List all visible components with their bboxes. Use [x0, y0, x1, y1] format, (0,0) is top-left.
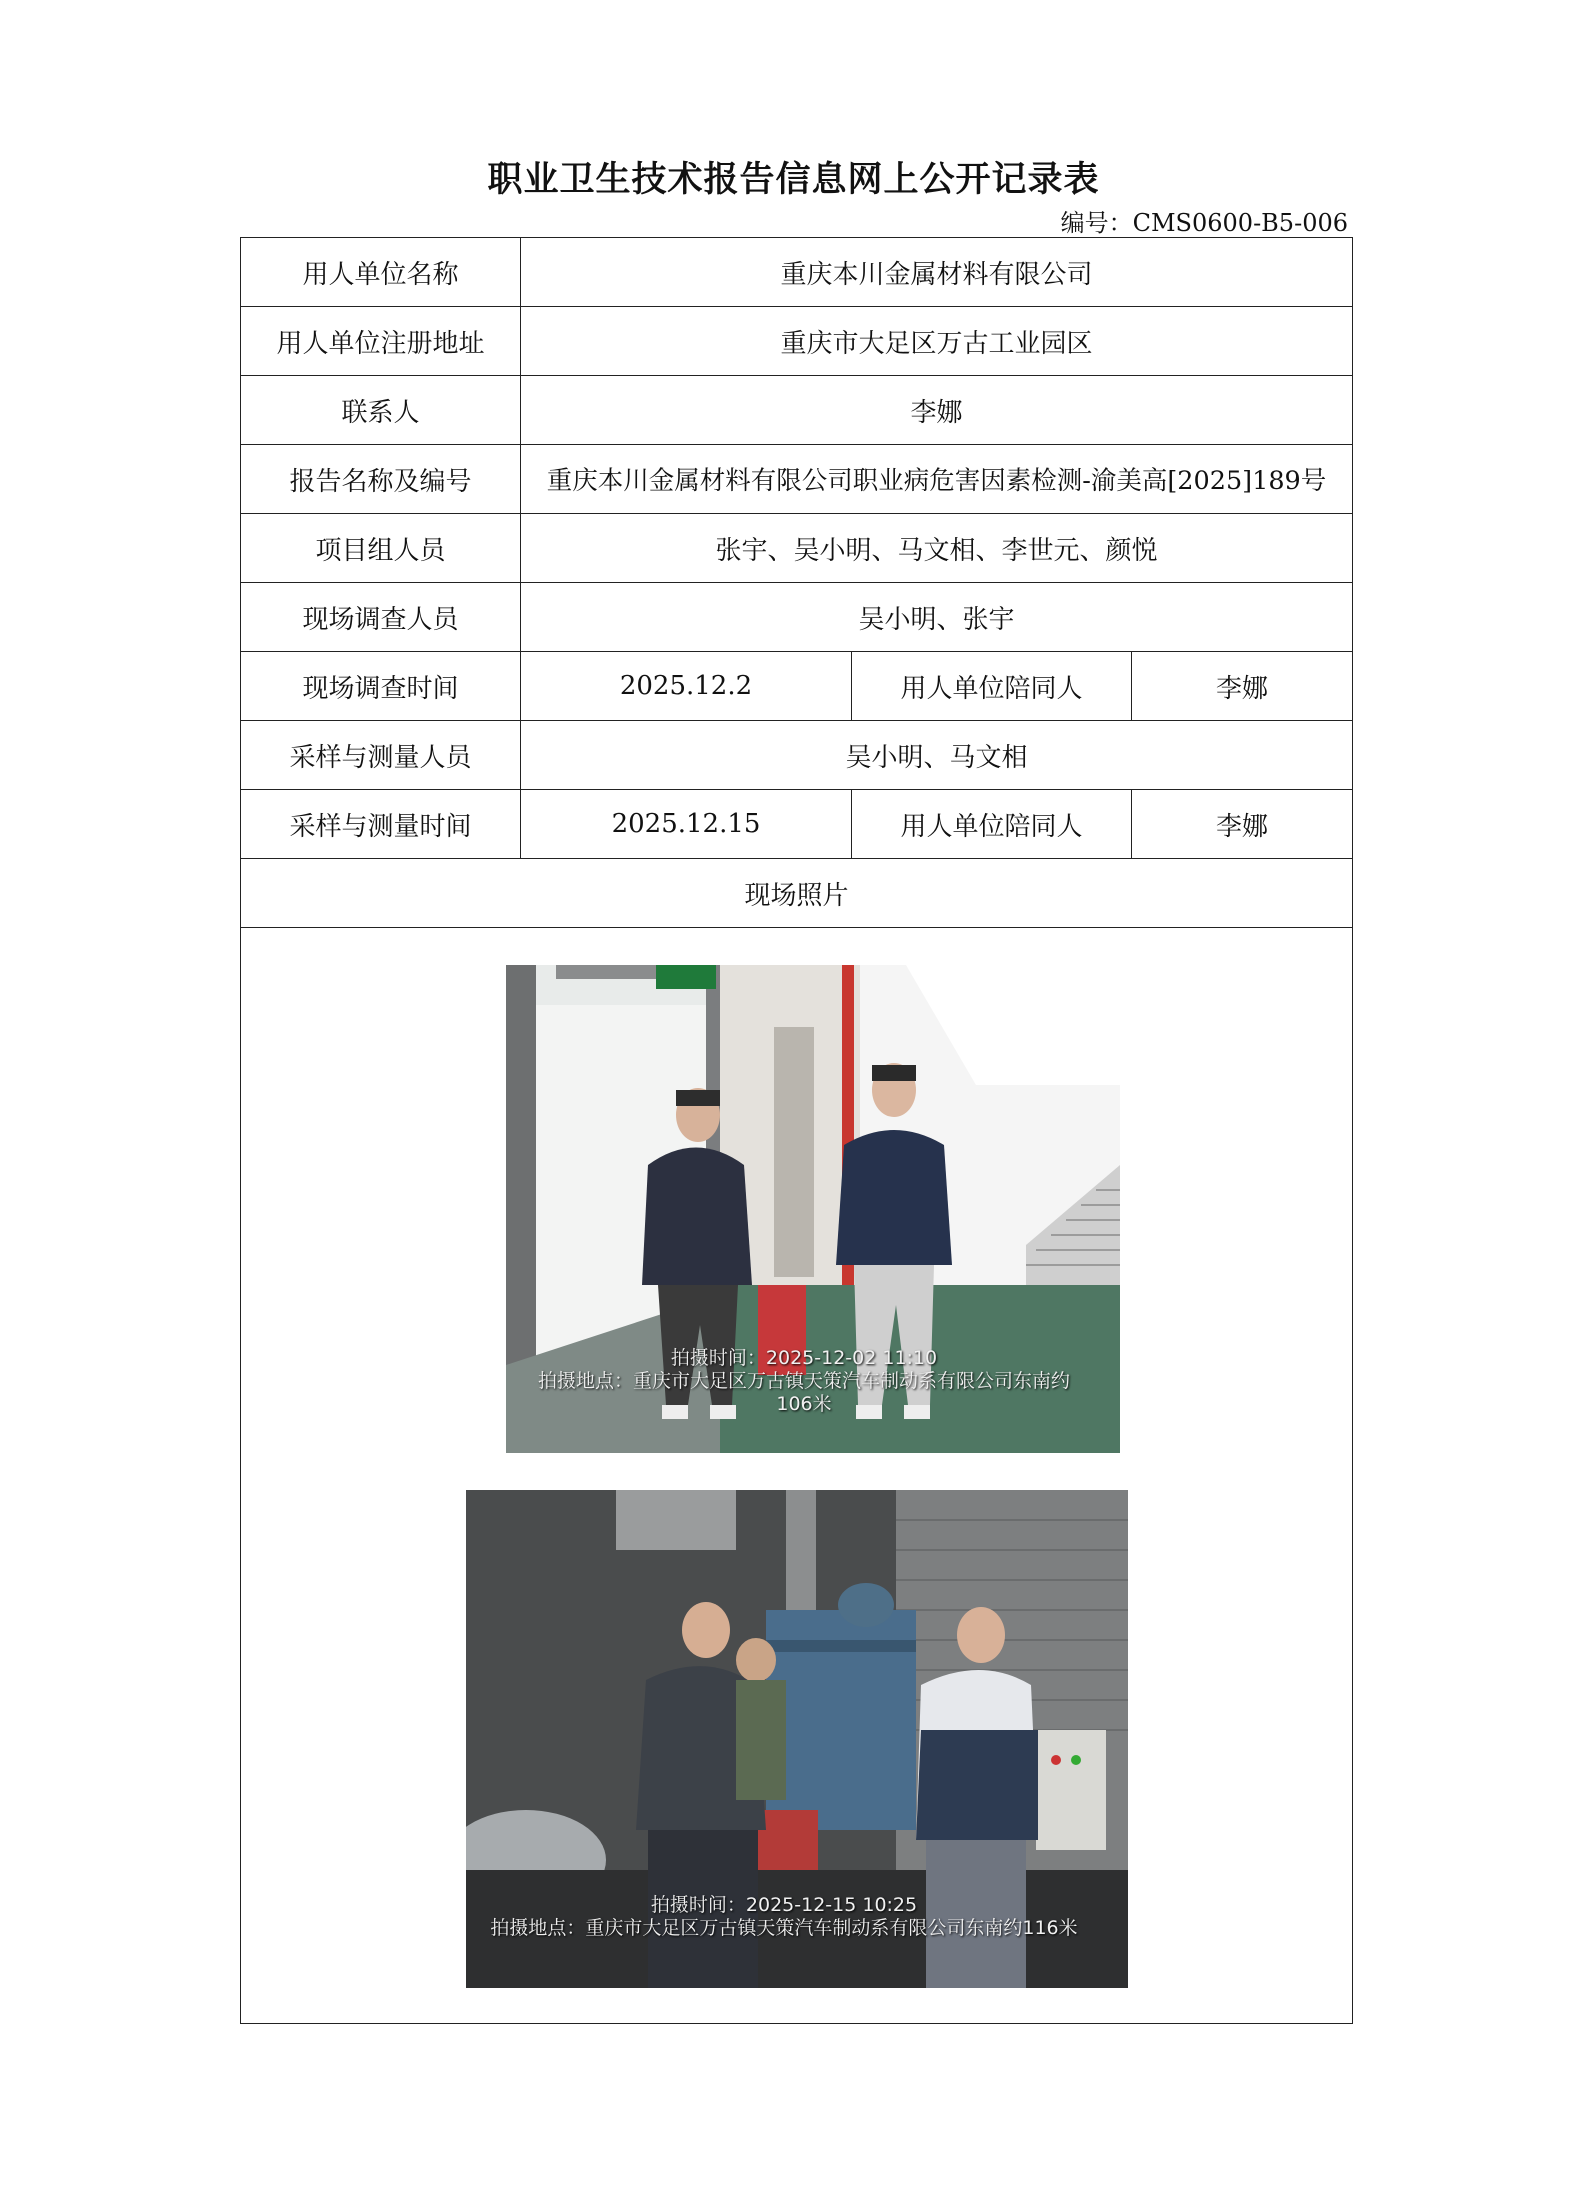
- sampling-escort-value: 李娜: [1132, 790, 1353, 859]
- survey-time-value: 2025.12.2: [521, 652, 852, 721]
- survey-escort-value: 李娜: [1132, 652, 1353, 721]
- photo2-place: 拍摄地点：重庆市大足区万古镇天策汽车制动系有限公司东南约116米: [490, 1917, 1078, 1939]
- photo2-watermark: [484, 1894, 1084, 1940]
- document-code: 编号：CMS0600-B5-006: [1060, 209, 1348, 237]
- table-row: [241, 445, 1353, 514]
- photo1-watermark: [524, 1347, 1084, 1416]
- table-row: [241, 376, 1353, 445]
- survey-time-label: 现场调查时间: [241, 652, 521, 721]
- survey-staff-value: 吴小明、张宇: [521, 583, 1353, 652]
- page-title: 职业卫生技术报告信息网上公开记录表: [487, 159, 1100, 200]
- team-label: 项目组人员: [241, 514, 521, 583]
- table-row: [241, 652, 1353, 721]
- table-row: [241, 583, 1353, 652]
- table-row: [241, 721, 1353, 790]
- unit-name-label: 用人单位名称: [241, 238, 521, 307]
- sampling-staff-value: 吴小明、马文相: [521, 721, 1353, 790]
- survey-staff-label: 现场调查人员: [241, 583, 521, 652]
- sampling-time-label: 采样与测量时间: [241, 790, 521, 859]
- contact-value: 李娜: [521, 376, 1353, 445]
- team-value: 张宇、吴小明、马文相、李世元、颜悦: [521, 514, 1353, 583]
- report-value: 重庆本川金属材料有限公司职业病危害因素检测-渝美高[2025]189号: [521, 445, 1353, 514]
- table-row: [241, 790, 1353, 859]
- sampling-escort-label: 用人单位陪同人: [852, 790, 1132, 859]
- unit-address-label: 用人单位注册地址: [241, 307, 521, 376]
- photo1-time: 拍摄时间：2025-12-02 11:10: [670, 1347, 938, 1369]
- photos-header: 现场照片: [241, 859, 1353, 928]
- table-row: [241, 514, 1353, 583]
- report-label: 报告名称及编号: [241, 445, 521, 514]
- sampling-time-value: 2025.12.15: [521, 790, 852, 859]
- survey-escort-label: 用人单位陪同人: [852, 652, 1132, 721]
- table-row: [241, 307, 1353, 376]
- table-row: [241, 238, 1353, 307]
- table-row: [241, 928, 1353, 2024]
- photo1-place: 拍摄地点：重庆市大足区万古镇天策汽车制动系有限公司东南约106米: [537, 1370, 1070, 1415]
- site-photo-entrance: [506, 965, 1120, 1453]
- photo2-time: 拍摄时间：2025-12-15 10:25: [650, 1894, 918, 1916]
- sampling-staff-label: 采样与测量人员: [241, 721, 521, 790]
- table-row: [241, 859, 1353, 928]
- unit-name-value: 重庆本川金属材料有限公司: [521, 238, 1353, 307]
- contact-label: 联系人: [241, 376, 521, 445]
- photos-cell: [241, 928, 1353, 2024]
- unit-address-value: 重庆市大足区万古工业园区: [521, 307, 1353, 376]
- record-table: [240, 237, 1353, 2024]
- site-photo-workshop: [466, 1490, 1128, 1988]
